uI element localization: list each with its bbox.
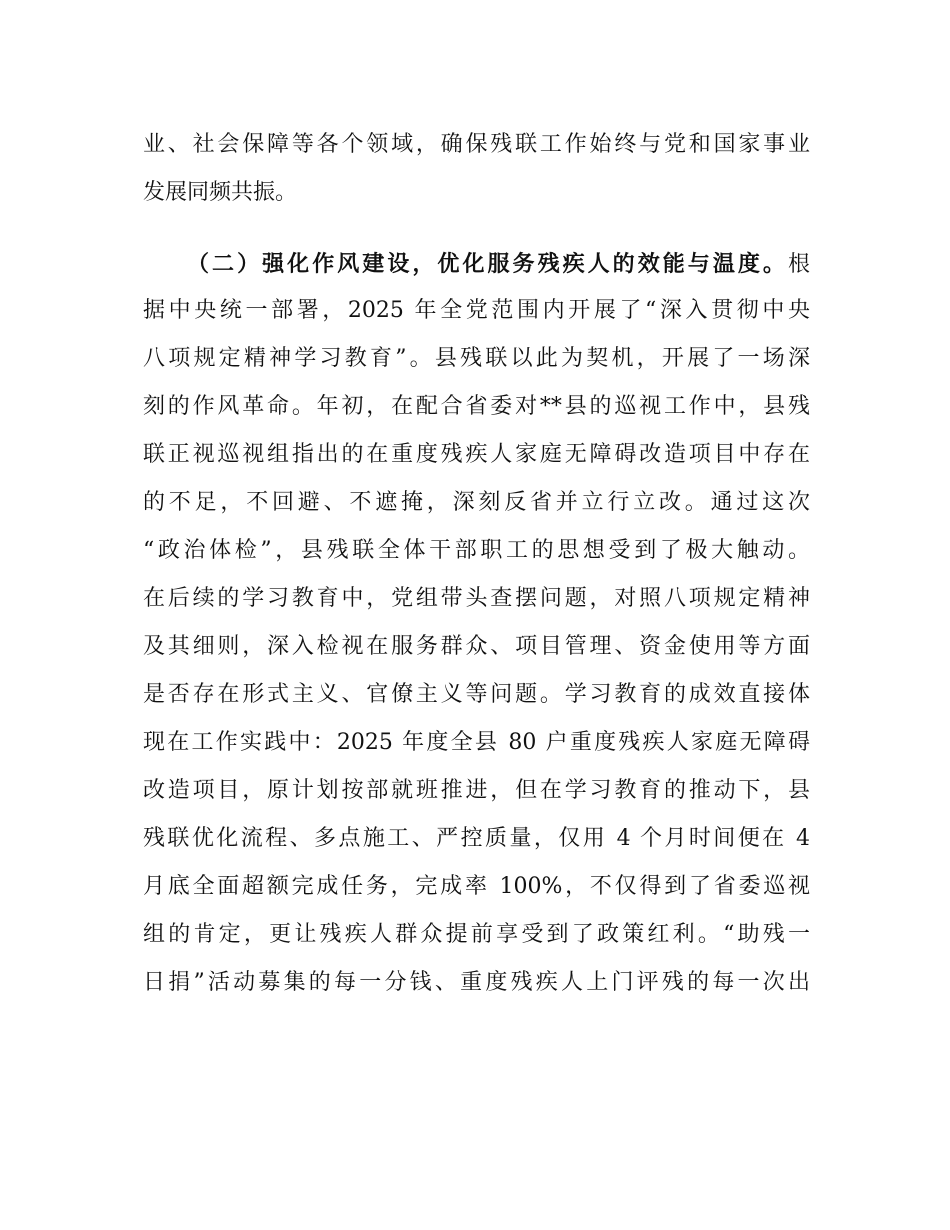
text-line: 及其细则，深入检视在服务群众、项目管理、资金使用等方面 bbox=[143, 634, 810, 659]
text-line: 八项规定精神学习教育”。县残联以此为契机，开展了一场深 bbox=[143, 346, 810, 371]
section-heading: （二）强化作风建设，优化服务残疾人的效能与温度。 bbox=[187, 251, 788, 277]
text-line: 现在工作实践中：2025 年度全县 80 户重度残疾人家庭无障碍 bbox=[143, 730, 810, 755]
text-line: 联正视巡视组指出的在重度残疾人家庭无障碍改造项目中存在 bbox=[143, 442, 810, 467]
text-line: 业、社会保障等各个领域，确保残联工作始终与党和国家事业 bbox=[143, 132, 810, 157]
text-fragment: 根 bbox=[787, 252, 810, 277]
text-line: 刻的作风革命。年初，在配合省委对**县的巡视工作中，县残 bbox=[143, 394, 810, 419]
text-line: 是否存在形式主义、官僚主义等问题。学习教育的成效直接体 bbox=[143, 682, 810, 707]
text-line: 组的肯定，更让残疾人群众提前享受到了政策红利。“助残一 bbox=[143, 922, 810, 947]
text-line: 在后续的学习教育中，党组带头查摆问题，对照八项规定精神 bbox=[143, 586, 810, 611]
text-line: 月底全面超额完成任务，完成率 100%，不仅得到了省委巡视 bbox=[143, 874, 810, 899]
text-line: 日捐”活动募集的每一分钱、重度残疾人上门评残的每一次出 bbox=[143, 970, 810, 995]
text-line: 发展同频共振。 bbox=[143, 180, 298, 205]
text-line: 改造项目，原计划按部就班推进，但在学习教育的推动下，县 bbox=[143, 778, 810, 803]
section-heading-line bbox=[187, 239, 810, 289]
text-line: 残联优化流程、多点施工、严控质量，仅用 4 个月时间便在 4 bbox=[143, 826, 810, 851]
text-line: 据中央统一部署，2025 年全党范围内开展了“深入贯彻中央 bbox=[143, 298, 810, 323]
text-line: “政治体检”，县残联全体干部职工的思想受到了极大触动。 bbox=[143, 538, 810, 563]
text-line: 的不足，不回避、不遮掩，深刻反省并立行立改。通过这次 bbox=[143, 490, 810, 515]
